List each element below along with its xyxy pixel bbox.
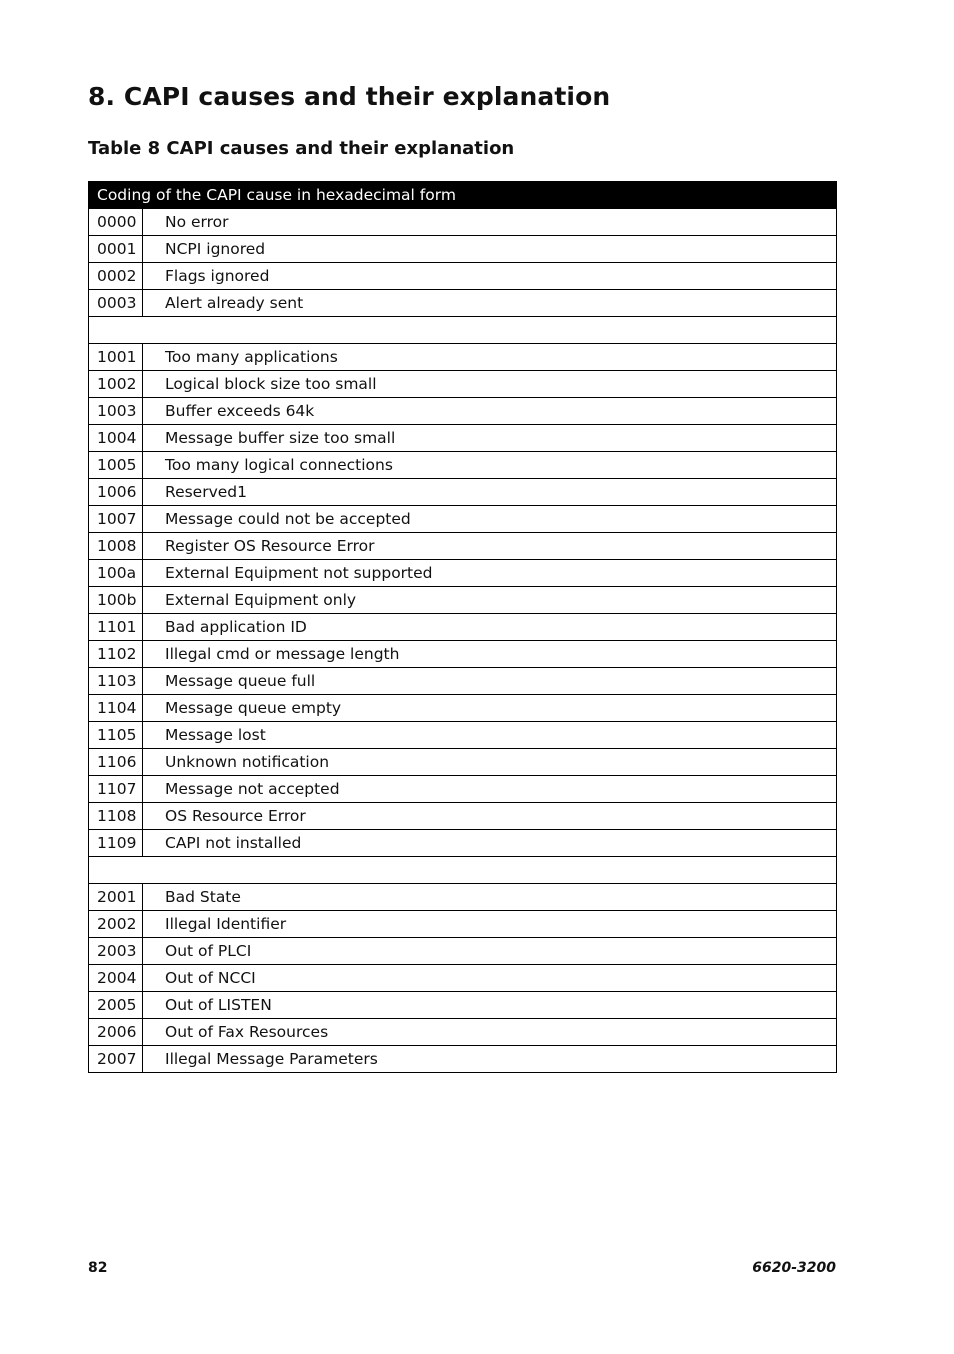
table-row bbox=[89, 803, 837, 830]
table-row bbox=[89, 884, 837, 911]
cause-description: Message queue empty bbox=[143, 695, 837, 722]
cause-code: 1101 bbox=[89, 614, 143, 641]
cause-description: Alert already sent bbox=[143, 290, 837, 317]
cause-description: Message could not be accepted bbox=[143, 506, 837, 533]
cause-code: 2001 bbox=[89, 884, 143, 911]
table-caption: Table 8 CAPI causes and their explanation bbox=[88, 138, 515, 159]
table-spacer-row bbox=[89, 317, 837, 344]
cause-code: 1102 bbox=[89, 641, 143, 668]
page-number: 82 bbox=[88, 1260, 108, 1276]
table-spacer-row bbox=[89, 857, 837, 884]
cause-description: Flags ignored bbox=[143, 263, 837, 290]
cause-code: 100a bbox=[89, 560, 143, 587]
cause-description: Too many applications bbox=[143, 344, 837, 371]
table-row bbox=[89, 371, 837, 398]
cause-description: Out of NCCI bbox=[143, 965, 837, 992]
cause-code: 0001 bbox=[89, 236, 143, 263]
cause-description: Out of PLCI bbox=[143, 938, 837, 965]
cause-description: Illegal Message Parameters bbox=[143, 1046, 837, 1073]
table-row bbox=[89, 695, 837, 722]
cause-description: Out of LISTEN bbox=[143, 992, 837, 1019]
cause-description: Bad State bbox=[143, 884, 837, 911]
cause-description: NCPI ignored bbox=[143, 236, 837, 263]
table-row bbox=[89, 560, 837, 587]
cause-code: 2007 bbox=[89, 1046, 143, 1073]
cause-code: 1008 bbox=[89, 533, 143, 560]
cause-description: OS Resource Error bbox=[143, 803, 837, 830]
cause-code: 100b bbox=[89, 587, 143, 614]
cause-code: 1006 bbox=[89, 479, 143, 506]
cause-description: Unknown notification bbox=[143, 749, 837, 776]
cause-code: 2002 bbox=[89, 911, 143, 938]
table-row bbox=[89, 398, 837, 425]
table-row bbox=[89, 830, 837, 857]
cause-description: Buffer exceeds 64k bbox=[143, 398, 837, 425]
cause-description: CAPI not installed bbox=[143, 830, 837, 857]
cause-description: Message queue full bbox=[143, 668, 837, 695]
cause-code: 2006 bbox=[89, 1019, 143, 1046]
cause-code: 1001 bbox=[89, 344, 143, 371]
table-row bbox=[89, 614, 837, 641]
table-row bbox=[89, 290, 837, 317]
capi-cause-table bbox=[88, 181, 837, 1073]
table-row bbox=[89, 911, 837, 938]
cause-code: 1104 bbox=[89, 695, 143, 722]
cause-description: Bad application ID bbox=[143, 614, 837, 641]
spacer-cell bbox=[89, 857, 837, 884]
table-row bbox=[89, 938, 837, 965]
cause-code: 1005 bbox=[89, 452, 143, 479]
table-row bbox=[89, 776, 837, 803]
cause-description: Too many logical connections bbox=[143, 452, 837, 479]
cause-description: No error bbox=[143, 209, 837, 236]
table-row bbox=[89, 263, 837, 290]
document-number: 6620-3200 bbox=[752, 1260, 836, 1276]
cause-description: Illegal Identifier bbox=[143, 911, 837, 938]
table-row bbox=[89, 965, 837, 992]
cause-code: 2003 bbox=[89, 938, 143, 965]
table-row bbox=[89, 506, 837, 533]
table-row bbox=[89, 452, 837, 479]
cause-description: Message not accepted bbox=[143, 776, 837, 803]
table-header: Coding of the CAPI cause in hexadecimal form bbox=[89, 182, 837, 209]
page-title: 8. CAPI causes and their explanation bbox=[88, 82, 611, 111]
table-row bbox=[89, 533, 837, 560]
table-row bbox=[89, 1019, 837, 1046]
cause-code: 1003 bbox=[89, 398, 143, 425]
table-row bbox=[89, 749, 837, 776]
cause-code: 1108 bbox=[89, 803, 143, 830]
cause-description: External Equipment not supported bbox=[143, 560, 837, 587]
table-header-row bbox=[89, 182, 837, 209]
cause-code: 0002 bbox=[89, 263, 143, 290]
table-row bbox=[89, 209, 837, 236]
cause-description: Illegal cmd or message length bbox=[143, 641, 837, 668]
table-row bbox=[89, 641, 837, 668]
cause-description: Message buffer size too small bbox=[143, 425, 837, 452]
table-row bbox=[89, 479, 837, 506]
table-row bbox=[89, 668, 837, 695]
table-body bbox=[89, 209, 837, 1073]
cause-description: Out of Fax Resources bbox=[143, 1019, 837, 1046]
cause-code: 0003 bbox=[89, 290, 143, 317]
cause-code: 2004 bbox=[89, 965, 143, 992]
cause-description: Register OS Resource Error bbox=[143, 533, 837, 560]
table-row bbox=[89, 722, 837, 749]
cause-code: 1105 bbox=[89, 722, 143, 749]
table-row bbox=[89, 344, 837, 371]
table-row bbox=[89, 425, 837, 452]
cause-code: 1004 bbox=[89, 425, 143, 452]
table-row bbox=[89, 1046, 837, 1073]
cause-description: Message lost bbox=[143, 722, 837, 749]
table-row bbox=[89, 236, 837, 263]
cause-code: 1007 bbox=[89, 506, 143, 533]
spacer-cell bbox=[89, 317, 837, 344]
cause-code: 1106 bbox=[89, 749, 143, 776]
cause-description: Logical block size too small bbox=[143, 371, 837, 398]
cause-code: 1107 bbox=[89, 776, 143, 803]
table-row bbox=[89, 992, 837, 1019]
cause-code: 2005 bbox=[89, 992, 143, 1019]
cause-description: External Equipment only bbox=[143, 587, 837, 614]
cause-description: Reserved1 bbox=[143, 479, 837, 506]
table-row bbox=[89, 587, 837, 614]
cause-code: 1103 bbox=[89, 668, 143, 695]
cause-code: 1002 bbox=[89, 371, 143, 398]
cause-code: 0000 bbox=[89, 209, 143, 236]
cause-code: 1109 bbox=[89, 830, 143, 857]
